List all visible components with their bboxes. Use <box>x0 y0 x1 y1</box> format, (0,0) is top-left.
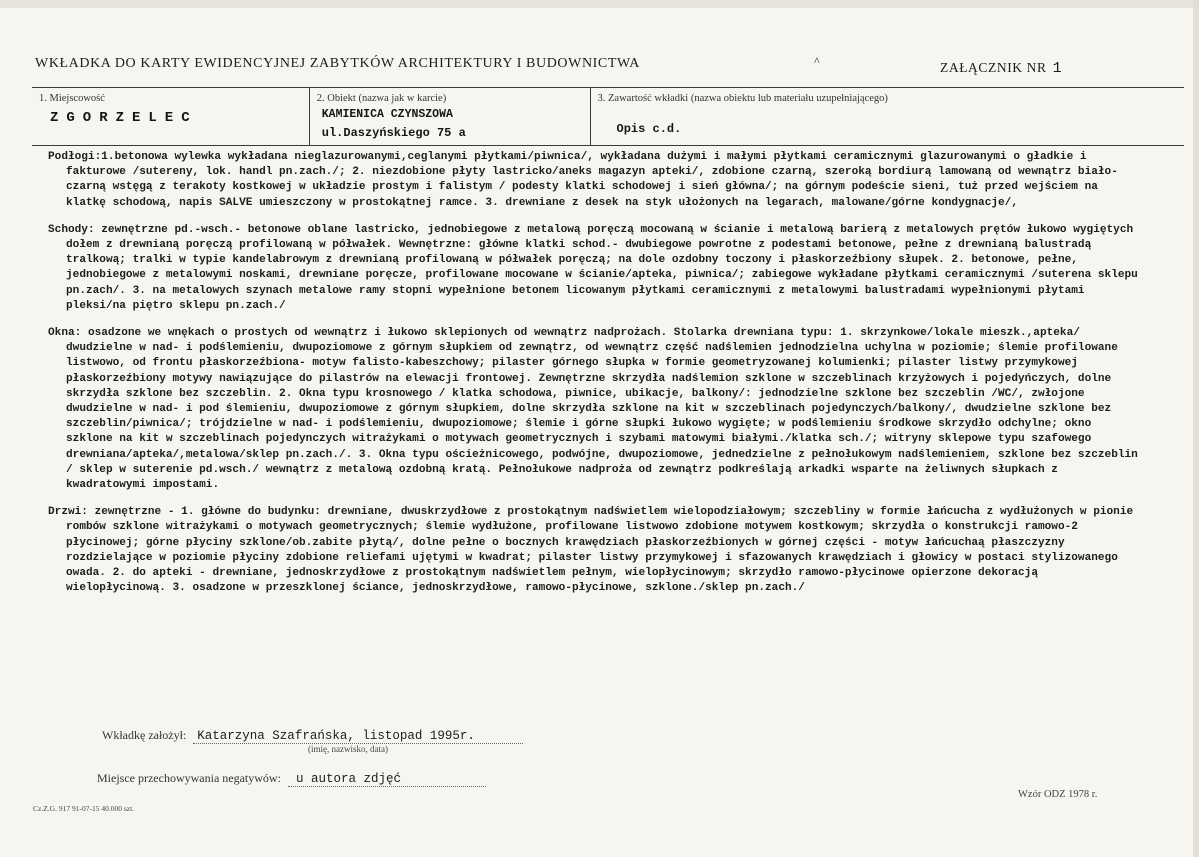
caret-mark: ^ <box>814 54 820 68</box>
form-title: WKŁADKA DO KARTY EWIDENCYJNEJ ZABYTKÓW ARCHITEKTURY I BUDOWNICTWA <box>35 56 640 71</box>
attachment-number <box>940 60 1062 77</box>
prepared-label: Wkładkę założył: <box>102 728 187 742</box>
locality-value: ZGORZELEC <box>50 110 198 126</box>
header-fields-row <box>32 87 1184 146</box>
content-value: Opis c.d. <box>616 122 682 136</box>
locality-cell <box>32 88 309 145</box>
object-name: KAMIENICA CZYNSZOWA <box>321 108 453 121</box>
negatives-value: u autora zdjęć <box>288 772 486 787</box>
section-doors: Drzwi: zewnętrzne - 1. główne do budynku: drewniane, dwuskrzydłowe z prostokątnym nadświetlem wielopodziałowym; szczebliny w formie łańcucha z wydłużonych w pionie rombów szklone witrażykami o motywach geometrycznych; ślemie wydłużone, profilowane listwowo zdobione motywem kostkowym; skrzydła o konstrukcji ramowo-2 płycinowej; górne płyciny szklone/ob.zabite płytą/, dolne pełne o bocznych krawędziach płaskorzeźbionych w górnej części - motyw łańcuchaą płaszczyzny rozdzielające w poziomie płyciny zdobione reliefami ujętymi w kwadrat; pilaster listwy przymykowej i sfazowanych krawędziach i głowicy w postaci stylizowanego owada. 2. do apteki - drewniane, jednoskrzydłowe z prostokątnym nadświetlem pełnym, wielopłycinowym; skrzydło ramowo-płycinowe opierzone dekoracją wielopłycinową. 3. osadzone w przeszklonej ściance, jednoskrzydłowe, ramowo-płycinowe, szklone./sklep pn.zach./ <box>48 506 1134 595</box>
attachment-number-value: 1 <box>1052 60 1063 77</box>
section-windows: Okna: osadzone we wnękach o prostych od wewnątrz i łukowo sklepionych od wewnątrz nadprożach. Stolarka drewniana typu: 1. skrzynkowe/lokale mieszk.,apteka/ dwudzielne w nad- i podślemieniu, dwupoziomowe z górnym słupkiem od zewnątrz, od wewnątrz część nadślemien jednodzielna uchylna w poziomie; ślemie profilowane listwowo, od frontu płaskorzeźbiona- motyw falisto-kabeszchowy; pilaster górnego słupka w formie geometryzowanej kolumienki; pilaster listwy przymykowej płaskorzeźbiony motywy nawiązujące do pilastrów na elewacji frontowej. Zewnętrzne skrzydła nadślemion szklone w szczeblinach krzyżowych i pojedyńczych, dolne skrzydła szklone bez szczeblin. 2. Okna typu krosnowego / klatka schodowa, piwnice, ubikacje, balkony/: jednodzielne szklone bez szczeblin /WC/, zwłojone dwudzielne w nad- i pod ślemieniu, dwupoziomowe z górnym słupkiem, dolne skrzydła szklone na kit w szczeblinach pojedynczych/balkony/, dwudzielne szklone bez szczeblin/piwnica/; trójdzielne w nad- i podślemieniu, dwupoziomowe; ślemie i górne słupki łukowo wygięte; w podślemieniu środkowe skrzydło odchylne; okno szklone na kit w szczeblinach pojedynczych witrażykami o motywach geometrycznych i szybami matowymi białymi./klatka sch./; witryny sklepowe typu szafowego drewniana/apteka/,metalowa/sklep pn.zach./. 3. Okna typu ościeżnicowego, podwójne, dwupoziomowe, jednedzielne z pełnołukowym nadślemieniem, szklone bez szczeblin / sklep w suterenie pd.wsch./ wewnątrz z metalową ozdobną kratą. Pełnołukowe nadproża od zewnątrz podkreślają arkadki wsparte na żeliwnych słupkach z kwadratowymi impostami. <box>48 327 1138 492</box>
locality-label: 1. Miejscowość <box>39 93 105 104</box>
prepared-value: Katarzyna Szafrańska, listopad 1995r. <box>193 729 523 744</box>
section-stairs: Schody: zewnętrzne pd.-wsch.- betonowe oblane lastricko, jednobiegowe z metalową poręczą mocowaną w ścianie i metalową barierą z metalowych prętów łukowo wygiętych dołem z drewnianą poręczą profilowaną w półwałek. Wewnętrzne: główne klatki schod.- dwubiegowe powrotne z podestami betonowe, pełne z drewnianą balustradą tralkową; tralki w typie kandelabrowym z drewnianą profilowaną w półwałek poręczą; na dole ozdobny toczony i płaskorzeźbiony słupek. 2. betonowe, pełne, jednobiegowe z metalowymi noskami, drewniane poręcze, profilowane mocowane w ścianie/apteka, piwnica/; zabiegowe wykładane płytkami ceramicznymi /suterena sklepu pn.zach/. 3. na metalowych szynach metalowe ramy stopni wypełnione betonem licowanym płytkami ceramicznymi z metalowymi balustradami wypełnionymi płytami pleksi/na piętro sklepu pn.zach./ <box>48 223 1138 312</box>
negatives-location <box>97 771 486 787</box>
prepared-by <box>102 728 523 744</box>
prepared-hint: (imię, nazwisko, data) <box>308 744 388 754</box>
object-cell <box>309 88 590 145</box>
description-body <box>48 150 1138 608</box>
section-floors: Podłogi:1.betonowa wylewka wykładana nieglazurowanymi,ceglanymi płytkami/piwnica/, wykładana dużymi i małymi płytkami ceramicznymi glazurowanymi o gładkie i fakturowe /sutereny, lok. handl pn.zach./; 2. niezdobione płyty lastricko/aneks magazyn apteki/, zdobione czarną, szeroką bordiurą lamowaną od wewnątrz biało-czarną wstęgą z terakoty kostkowej w układzie prostym i falistym / podesty klatki schodowej i sień główna/; na górnym podeście sieni, tuż przed wejściem na klatkę schodową, napis SALVE umieszczony w prostokątnej ramce. 3. drewniane z desek na styk ułożonych na legarach, malowane/górne kondygnacje/, <box>48 151 1118 209</box>
paper-top-edge <box>0 0 1199 8</box>
paper-right-edge <box>1193 0 1199 857</box>
object-address: ul.Daszyńskiego 75 a <box>321 126 466 140</box>
negatives-label: Miejsce przechowywania negatywów: <box>97 771 281 785</box>
form-model: Wzór ODZ 1978 r. <box>1018 789 1098 800</box>
content-label: 3. Zawartość wkładki (nazwa obiektu lub materiału uzupełniającego) <box>597 93 888 104</box>
attachment-label: ZAŁĄCZNIK NR <box>940 60 1047 75</box>
object-label: 2. Obiekt (nazwa jak w karcie) <box>316 93 447 104</box>
print-info: Cz.Z.G. 917 91-07-15 40.000 szt. <box>33 804 135 813</box>
content-cell <box>590 88 1184 145</box>
